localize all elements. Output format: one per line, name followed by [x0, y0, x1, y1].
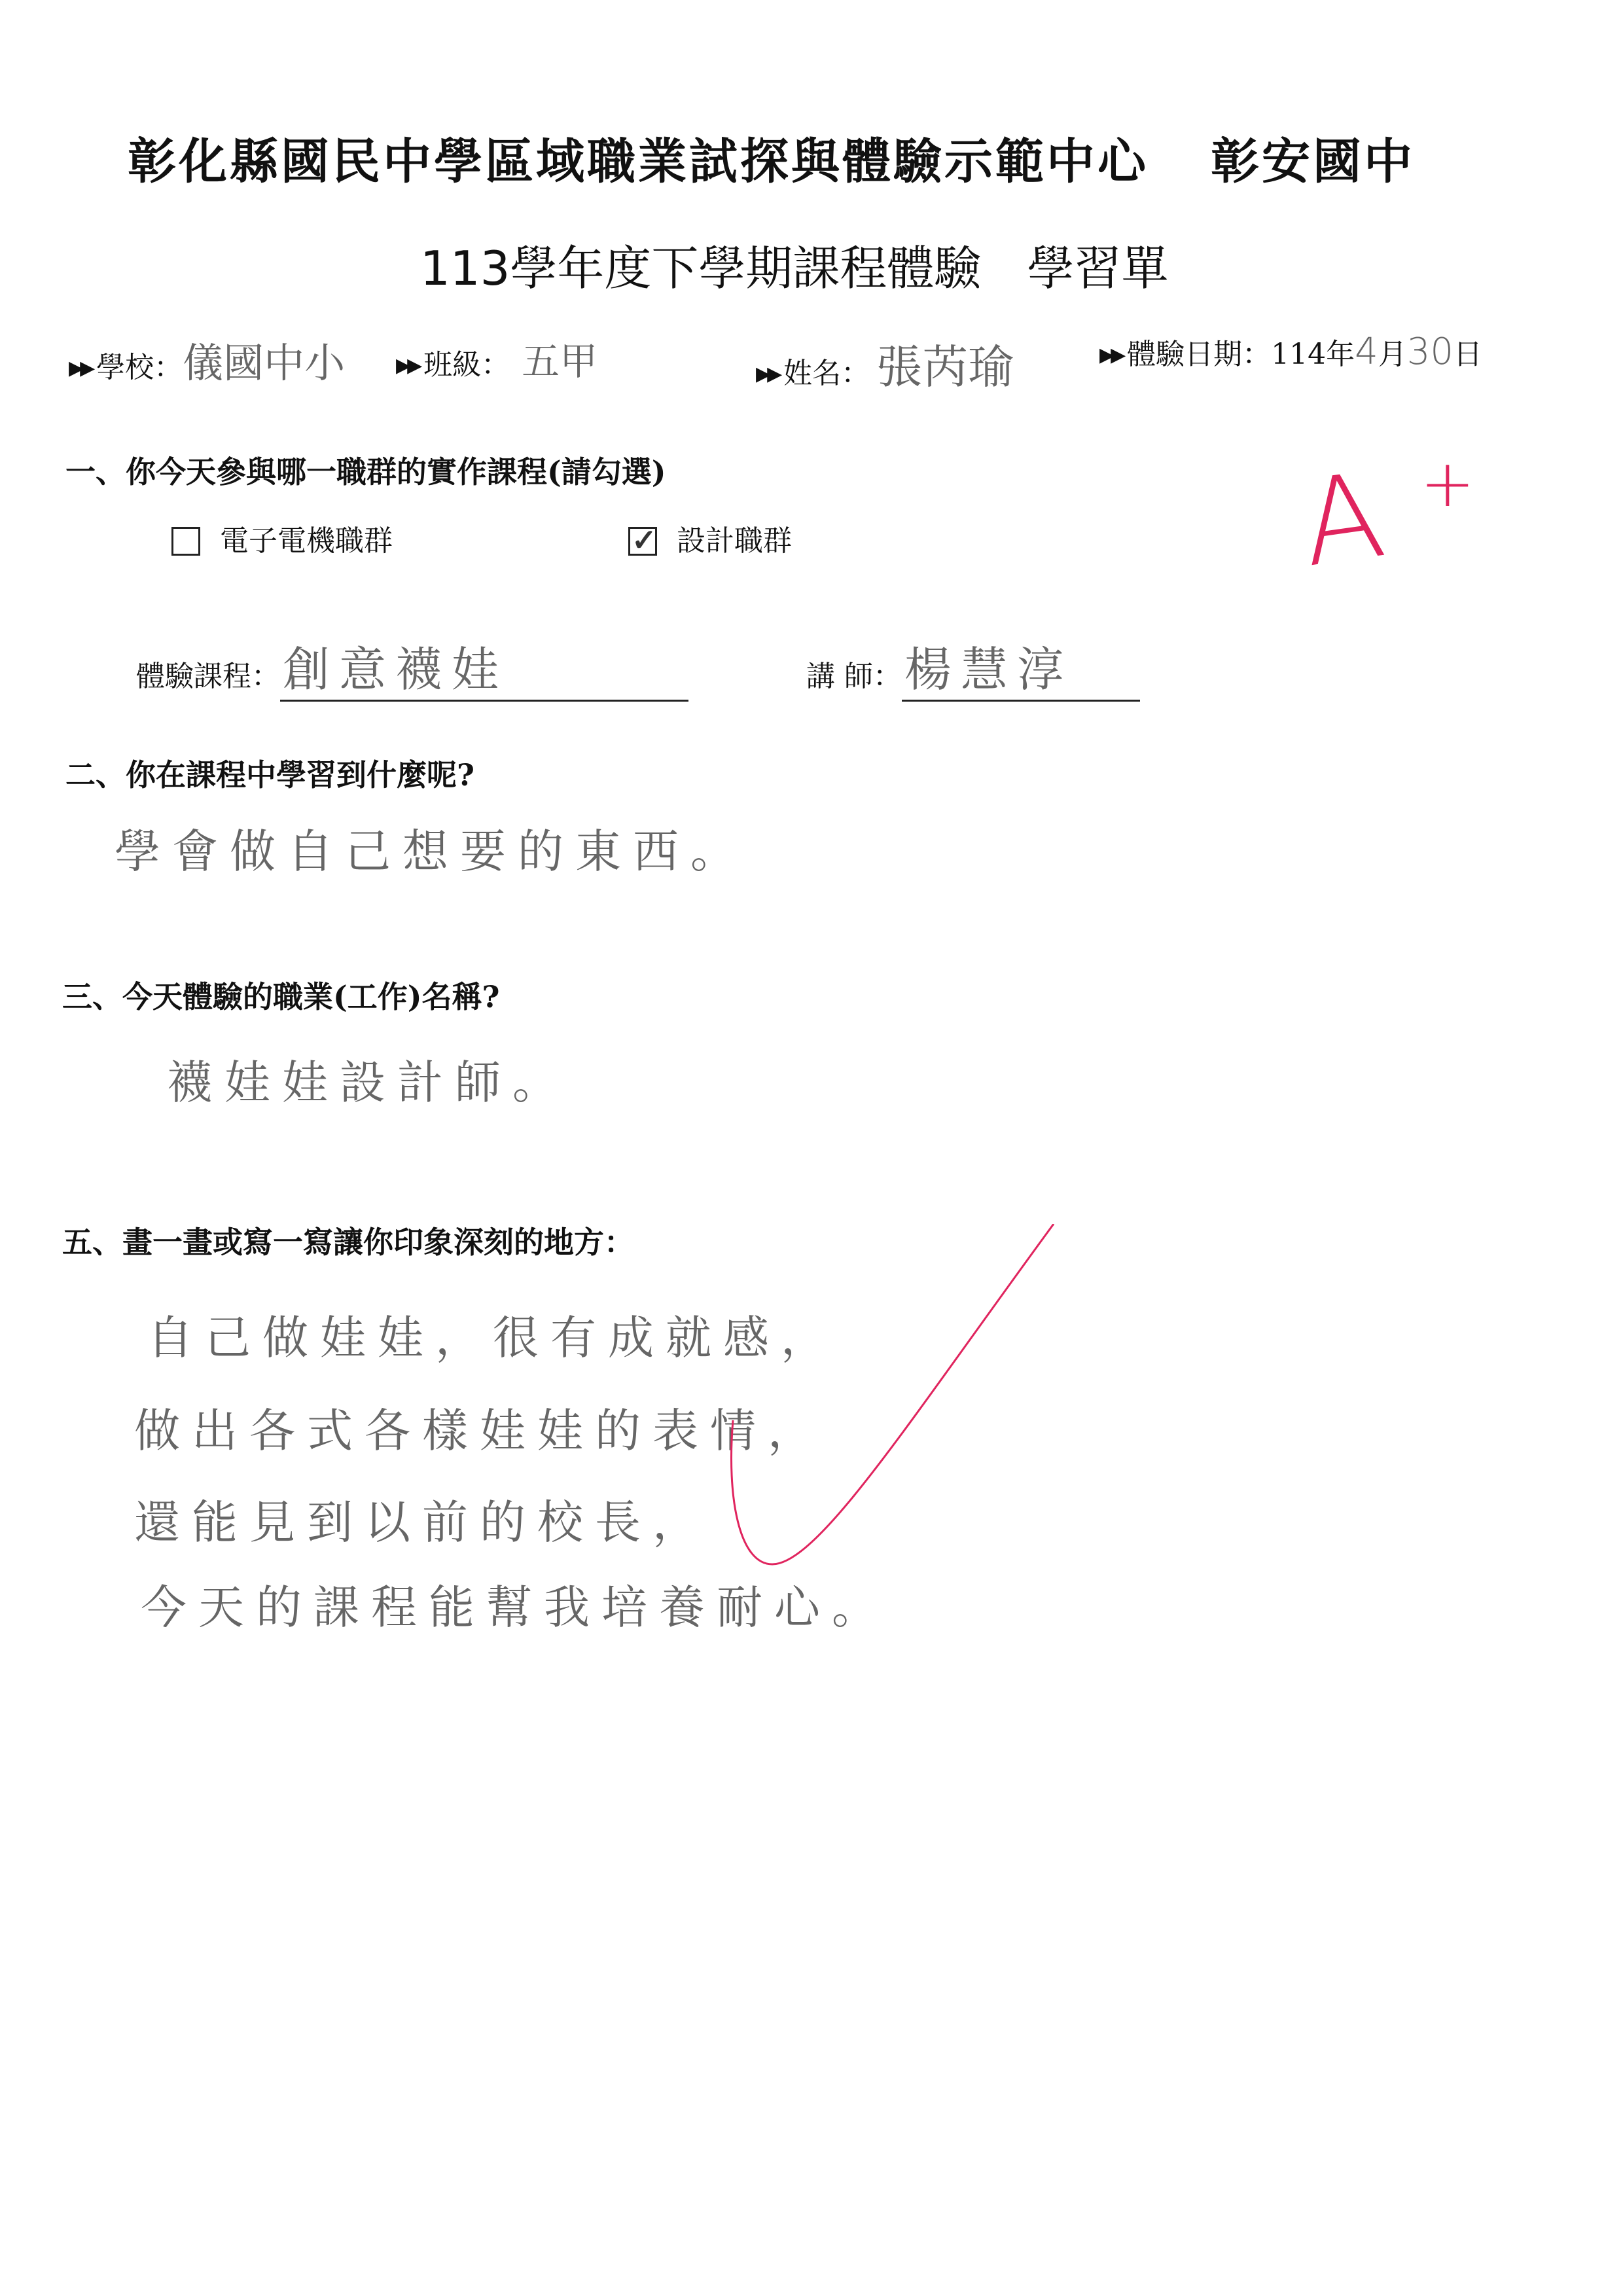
name-label: 姓名： [783, 357, 870, 390]
checkbox-electronics[interactable] [171, 527, 200, 556]
center-name: 彰化縣國民中學區域職業試探與體驗示範中心 [128, 134, 1149, 190]
school-value: 儀國中小 [183, 339, 346, 387]
grade-mark: A [1293, 446, 1393, 594]
host-school: 彰安國中 [1211, 134, 1415, 190]
double-arrow-icon: ▶▶ [69, 357, 92, 380]
course-label: 體驗課程： [136, 660, 280, 693]
double-arrow-icon: ▶▶ [1099, 344, 1122, 367]
date-year-unit: 年 [1326, 338, 1355, 371]
sheet-title: 學習單 [1027, 241, 1169, 296]
checkbox-design[interactable] [628, 522, 657, 558]
teacher-checkmark-icon [713, 1224, 1067, 1577]
school-label: 學校： [96, 351, 183, 384]
question-5-prompt: 五、畫一畫或寫一寫讓你印象深刻的地方： [62, 1225, 634, 1260]
teacher-value: 楊慧淳 [904, 642, 1074, 697]
answer-line-1: 自己做娃娃，很有成就感， [147, 1311, 838, 1365]
date-field [1099, 331, 1482, 373]
answer-line-2: 做出各式各樣娃娃的表情， [134, 1404, 825, 1458]
date-month-unit: 月 [1378, 338, 1407, 371]
question-3-prompt: 三、今天體驗的職業(工作)名稱? [62, 979, 500, 1014]
class-label: 班級： [423, 348, 510, 382]
name-value: 張芮瑜 [876, 340, 1014, 394]
name-field [756, 331, 1014, 397]
double-arrow-icon: ▶▶ [756, 363, 779, 386]
course-line [280, 632, 688, 702]
date-year: 114 [1271, 338, 1327, 371]
option-electronics[interactable] [171, 517, 393, 559]
school-field [69, 331, 345, 389]
option-electronics-label: 電子電機職群 [220, 524, 393, 558]
course-year: 113學年度下學期課程體驗 [420, 241, 982, 296]
checkmark-icon: ✓ [632, 522, 657, 558]
option-design-label: 設計職群 [677, 524, 792, 558]
date-day-unit: 日 [1454, 338, 1483, 371]
date-label: 體驗日期： [1127, 338, 1272, 371]
course-value: 創意襪娃 [283, 642, 508, 697]
answer-line-4: 今天的課程能幫我培養耐心。 [141, 1581, 889, 1634]
question-2-prompt: 二、你在課程中學習到什麼呢? [65, 757, 474, 793]
double-arrow-icon: ▶▶ [396, 354, 419, 377]
teacher-line [902, 632, 1140, 702]
date-day: 30 [1406, 331, 1454, 373]
class-value: 五甲 [522, 339, 598, 384]
teacher-field [806, 632, 1140, 702]
course-field [136, 632, 688, 702]
option-design[interactable] [628, 517, 792, 559]
class-field [396, 331, 597, 386]
date-month: 4 [1355, 331, 1378, 373]
grade-plus-mark: + [1420, 445, 1475, 522]
teacher-label: 講 師： [806, 660, 902, 693]
question-1-prompt: 一、你今天參與哪一職群的實作課程(請勾選) [65, 454, 666, 490]
page-title [128, 123, 1415, 192]
question-3-answer: 襪娃娃設計師。 [167, 1056, 570, 1109]
answer-line-3: 還能見到以前的校長， [134, 1496, 710, 1549]
page-subtitle [420, 230, 1168, 298]
question-2-answer: 學會做自己想要的東西。 [115, 825, 748, 878]
